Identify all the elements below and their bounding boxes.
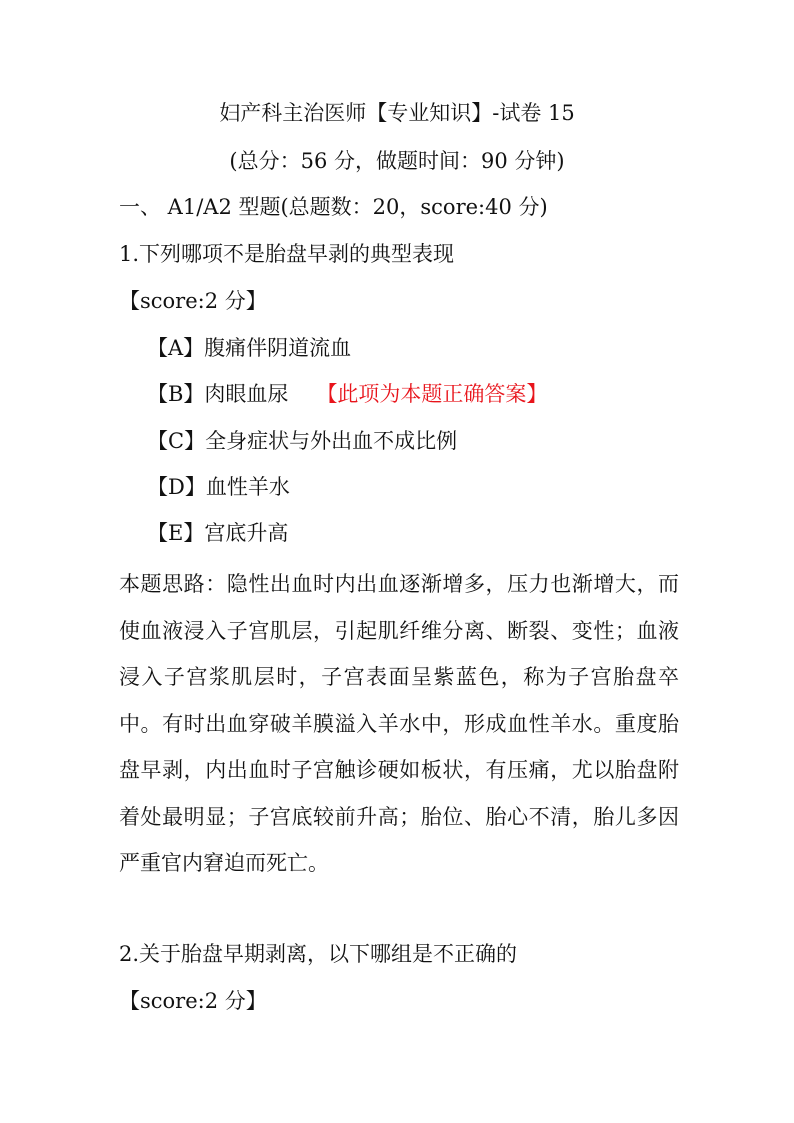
page-subtitle: (总分：56 分，做题时间：90 分钟) bbox=[229, 149, 565, 173]
question-1-option-a: 【A】腹痛伴阴道流血 bbox=[147, 336, 352, 360]
section-heading: 一、 A1/A2 型题(总题数：20，score:40 分) bbox=[119, 195, 548, 219]
page-title: 妇产科主治医师【专业知识】-试卷 15 bbox=[219, 101, 575, 125]
question-1-stem: 1.下列哪项不是胎盘早剥的典型表现 bbox=[119, 242, 455, 266]
question-1-explanation: 本题思路：隐性出血时内出血逐渐增多，压力也渐增大，而使血液浸入子宫肌层，引起肌纤维分离、断裂、变性；血液浸入子宫浆肌层时，子宫表面呈紫蓝色，称为子宫胎盘卒中。有时出血穿破羊膜溢入羊水中，形成血性羊水。重度胎盘早剥，内出血时子宫触诊硬如板状，有压痛，尤以胎盘附着处最明显；子宫底较前升高；胎位、胎心不清，胎儿多因严重官内窘迫而死亡。 bbox=[119, 572, 679, 875]
option-b-text: 【B】肉眼血尿 bbox=[147, 382, 289, 406]
correct-answer-mark: 【此项为本题正确答案】 bbox=[316, 382, 548, 406]
question-2-score: 【score:2 分】 bbox=[119, 989, 267, 1013]
question-1-option-b bbox=[147, 379, 547, 409]
question-2-stem: 2.关于胎盘早期剥离，以下哪组是不正确的 bbox=[119, 942, 518, 966]
question-1-score: 【score:2 分】 bbox=[119, 289, 267, 313]
question-1-option-e: 【E】宫底升高 bbox=[147, 521, 289, 545]
question-1-option-c: 【C】全身症状与外出血不成比例 bbox=[147, 429, 458, 453]
question-1-option-d: 【D】血性羊水 bbox=[147, 475, 290, 499]
